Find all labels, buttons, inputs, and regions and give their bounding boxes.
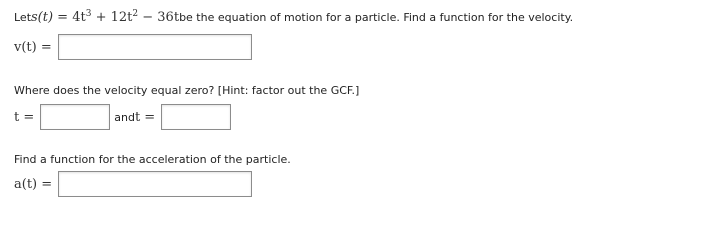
term3: − 36t (138, 10, 180, 25)
term1-exponent: 3 (85, 9, 92, 19)
t-label-2: t = (134, 109, 156, 125)
acceleration-answer-row (14, 171, 252, 197)
question-1-statement (14, 10, 573, 25)
t-label-1: t = (14, 109, 35, 125)
question-3-text: Find a function for the acceleration of the particle. (14, 153, 291, 166)
t-value-2-input[interactable] (161, 104, 231, 130)
term2: + 12t (91, 10, 133, 25)
velocity-label: v(t) = (14, 39, 52, 55)
question-1-prefix: Let (14, 11, 32, 24)
term2-exponent: 2 (132, 9, 139, 19)
acceleration-input[interactable] (58, 171, 252, 197)
velocity-input[interactable] (58, 34, 252, 60)
and-label: and (114, 110, 135, 124)
question-1-suffix: be the equation of motion for a particle. Find a function for the velocity. (179, 11, 574, 24)
position-lhs: s(t) = (31, 10, 73, 25)
zero-answers-row (14, 104, 231, 130)
question-2-text: Where does the velocity equal zero? [Hint: factor out the GCF.] (14, 84, 360, 97)
question-2-prompt (14, 84, 359, 97)
term1: 4t (72, 10, 86, 25)
question-3-prompt (14, 153, 291, 166)
velocity-answer-row (14, 34, 252, 60)
position-function (31, 10, 179, 25)
acceleration-label: a(t) = (14, 176, 53, 192)
t-value-1-input[interactable] (40, 104, 110, 130)
